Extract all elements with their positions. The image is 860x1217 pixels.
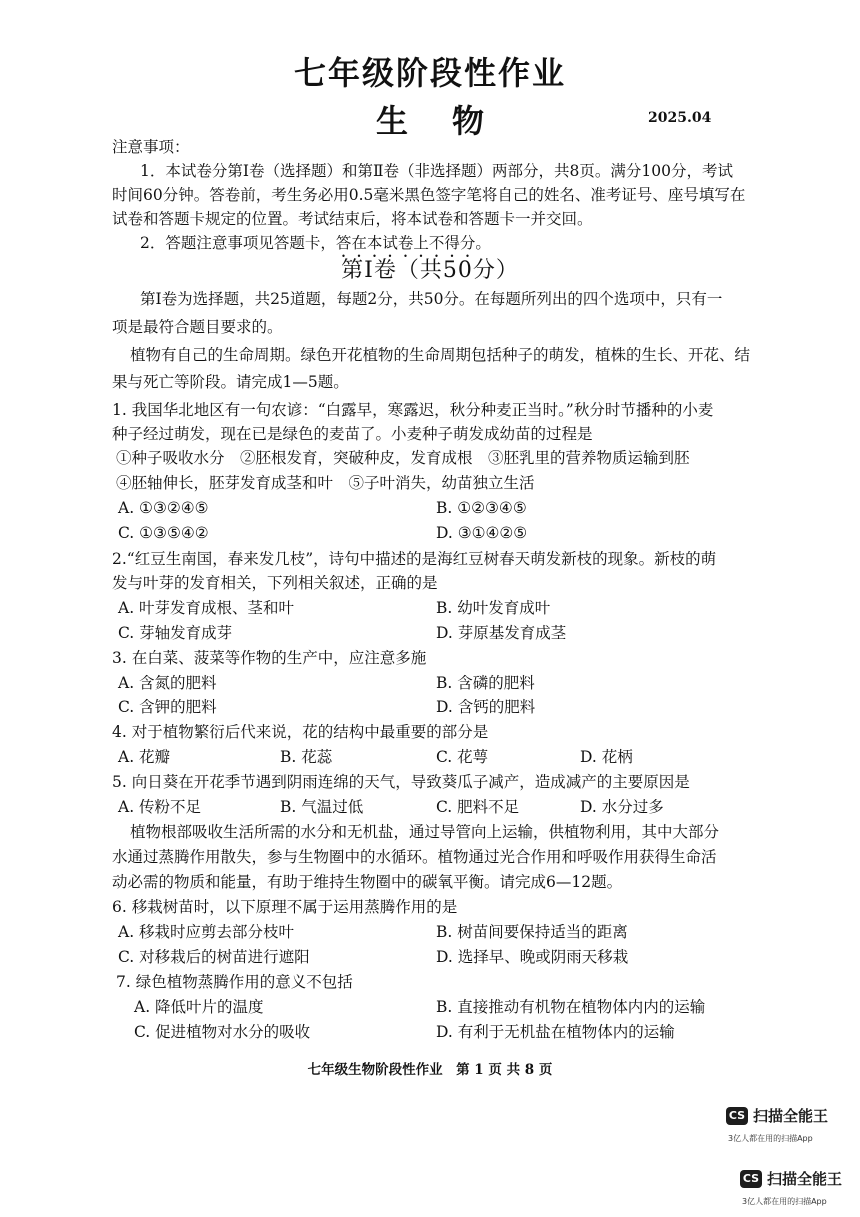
exam-date: 2025.04: [648, 110, 712, 126]
watermark-tagline: 3亿人都在用的扫描App: [728, 1134, 813, 1143]
page-footer: 七年级生物阶段性作业 第 1 页 共 8 页: [307, 1062, 553, 1078]
q4-option-c: C. 花萼: [436, 748, 489, 766]
q6-stem: 6. 移栽树苗时，以下原理不属于运用蒸腾作用的是: [112, 898, 458, 916]
exam-subject: 生物: [375, 102, 528, 140]
q7-option-d: D. 有利于无机盐在植物体内的运输: [436, 1023, 675, 1041]
q1-steps-line1: ①种子吸收水分 ②胚根发育，突破种皮，发育成根 ③胚乳里的营养物质运输到胚: [116, 449, 690, 467]
watermark-app-name: 扫描全能王: [753, 1107, 829, 1125]
camscanner-logo-icon: CS: [740, 1170, 762, 1188]
q1-stem-line2: 种子经过萌发，现在已是绿色的麦苗了。小麦种子萌发成幼苗的过程是: [112, 425, 593, 443]
q3-option-c: C. 含钾的肥料: [118, 698, 217, 716]
q1-option-b: B. ①②③④⑤: [436, 499, 527, 517]
scanner-watermark: [726, 1105, 828, 1126]
q2-option-c: C. 芽轴发育成芽: [118, 624, 233, 642]
q1-option-a: A. ①③②④⑤: [118, 499, 209, 517]
q5-option-d: D. 水分过多: [580, 798, 664, 816]
q4-option-b: B. 花蕊: [280, 748, 333, 766]
q5-option-a: A. 传粉不足: [118, 798, 202, 816]
q2-stem-line2: 发与叶芽的发育相关，下列相关叙述，正确的是: [112, 574, 438, 592]
q7-option-b: B. 直接推动有机物在植物体内内的运输: [436, 998, 706, 1016]
q7-option-a: A. 降低叶片的温度: [134, 998, 264, 1016]
notes-item1-line3: 试卷和答题卡规定的位置。考试结束后，将本试卷和答题卡一并交回。: [112, 210, 593, 228]
q4-stem: 4. 对于植物繁衍后代来说，花的结构中最重要的部分是: [112, 723, 489, 741]
q6-option-a: A. 移栽时应剪去部分枝叶: [118, 923, 295, 941]
q7-option-c: C. 促进植物对水分的吸收: [134, 1023, 311, 1041]
watermark-app-name: 扫描全能王: [767, 1170, 843, 1188]
section-title: 第Ⅰ卷（共50分）: [341, 258, 519, 283]
q3-stem: 3. 在白菜、菠菜等作物的生产中，应注意多施: [112, 649, 427, 667]
q5-option-b: B. 气温过低: [280, 798, 364, 816]
q5-stem: 5. 向日葵在开花季节遇到阴雨连绵的天气，导致葵瓜子减产，造成减产的主要原因是: [112, 773, 690, 791]
q1-option-c: C. ①③⑤④②: [118, 524, 209, 542]
passage2-line3: 动必需的物质和能量，有助于维持生物圈中的碳氧平衡。请完成6—12题。: [112, 873, 623, 891]
passage2-line1: 植物根部吸收生活所需的水分和无机盐，通过导管向上运输，供植物利用，其中大部分: [130, 823, 720, 841]
q6-option-d: D. 选择早、晚或阴雨天移栽: [436, 948, 629, 966]
section-intro-line1: 第Ⅰ卷为选择题，共25道题，每题2分，共50分。在每题所列出的四个选项中，只有一: [140, 290, 723, 308]
watermark-tagline: 3亿人都在用的扫描App: [742, 1197, 827, 1206]
q1-steps-line2: ④胚轴伸长，胚芽发育成茎和叶 ⑤子叶消失，幼苗独立生活: [116, 474, 535, 492]
q2-option-b: B. 幼叶发育成叶: [436, 599, 551, 617]
notes-item1-line2: 时间60分钟。答卷前，考生务必用0.5毫米黑色签字笔将自己的姓名、准考证号、座号填写在: [112, 186, 746, 204]
q1-option-d: D. ③①④②⑤: [436, 524, 528, 542]
q6-option-b: B. 树苗间要保持适当的距离: [436, 923, 628, 941]
q4-option-a: A. 花瓣: [118, 748, 171, 766]
q6-option-c: C. 对移栽后的树苗进行遮阳: [118, 948, 310, 966]
q2-stem-line1: 2.“红豆生南国，春来发几枝”，诗句中描述的是海红豆树春天萌发新枝的现象。新枝的萌: [112, 550, 717, 568]
q1-stem-line1: 1. 我国华北地区有一句农谚：“白露早，寒露迟，秋分种麦正当时。”秋分时节播种的小麦: [112, 401, 714, 419]
notes-item2-part-a: 2．答题注意事项见答题卡，: [140, 234, 336, 252]
q5-option-c: C. 肥料不足: [436, 798, 520, 816]
exam-title: 七年级阶段性作业: [293, 54, 566, 92]
scanner-watermark-secondary: [740, 1168, 842, 1189]
q4-option-d: D. 花柄: [580, 748, 633, 766]
q3-option-a: A. 含氮的肥料: [118, 674, 217, 692]
q2-option-a: A. 叶芽发育成根、茎和叶: [118, 599, 295, 617]
passage2-line2: 水通过蒸腾作用散失，参与生物圈中的水循环。植物通过光合作用和呼吸作用获得生命活: [112, 848, 717, 866]
section-intro-line2: 项是最符合题目要求的。: [112, 318, 283, 336]
q7-stem: 7. 绿色植物蒸腾作用的意义不包括: [116, 973, 353, 991]
notes-label: 注意事项：: [112, 138, 190, 156]
q2-option-d: D. 芽原基发育成茎: [436, 624, 567, 642]
passage1-line2: 果与死亡等阶段。请完成1—5题。: [112, 373, 349, 391]
notes-item2-emphasis: 答在本试卷上不得分。: [335, 234, 491, 252]
q3-option-d: D. 含钙的肥料: [436, 698, 536, 716]
notes-item1-line1: 1．本试卷分第Ⅰ卷（选择题）和第Ⅱ卷（非选择题）两部分，共8页。满分100分，考试: [140, 162, 733, 180]
q3-option-b: B. 含磷的肥料: [436, 674, 535, 692]
camscanner-logo-icon: CS: [726, 1107, 748, 1125]
passage1-line1: 植物有自己的生命周期。绿色开花植物的生命周期包括种子的萌发，植株的生长、开花、结: [130, 346, 751, 364]
